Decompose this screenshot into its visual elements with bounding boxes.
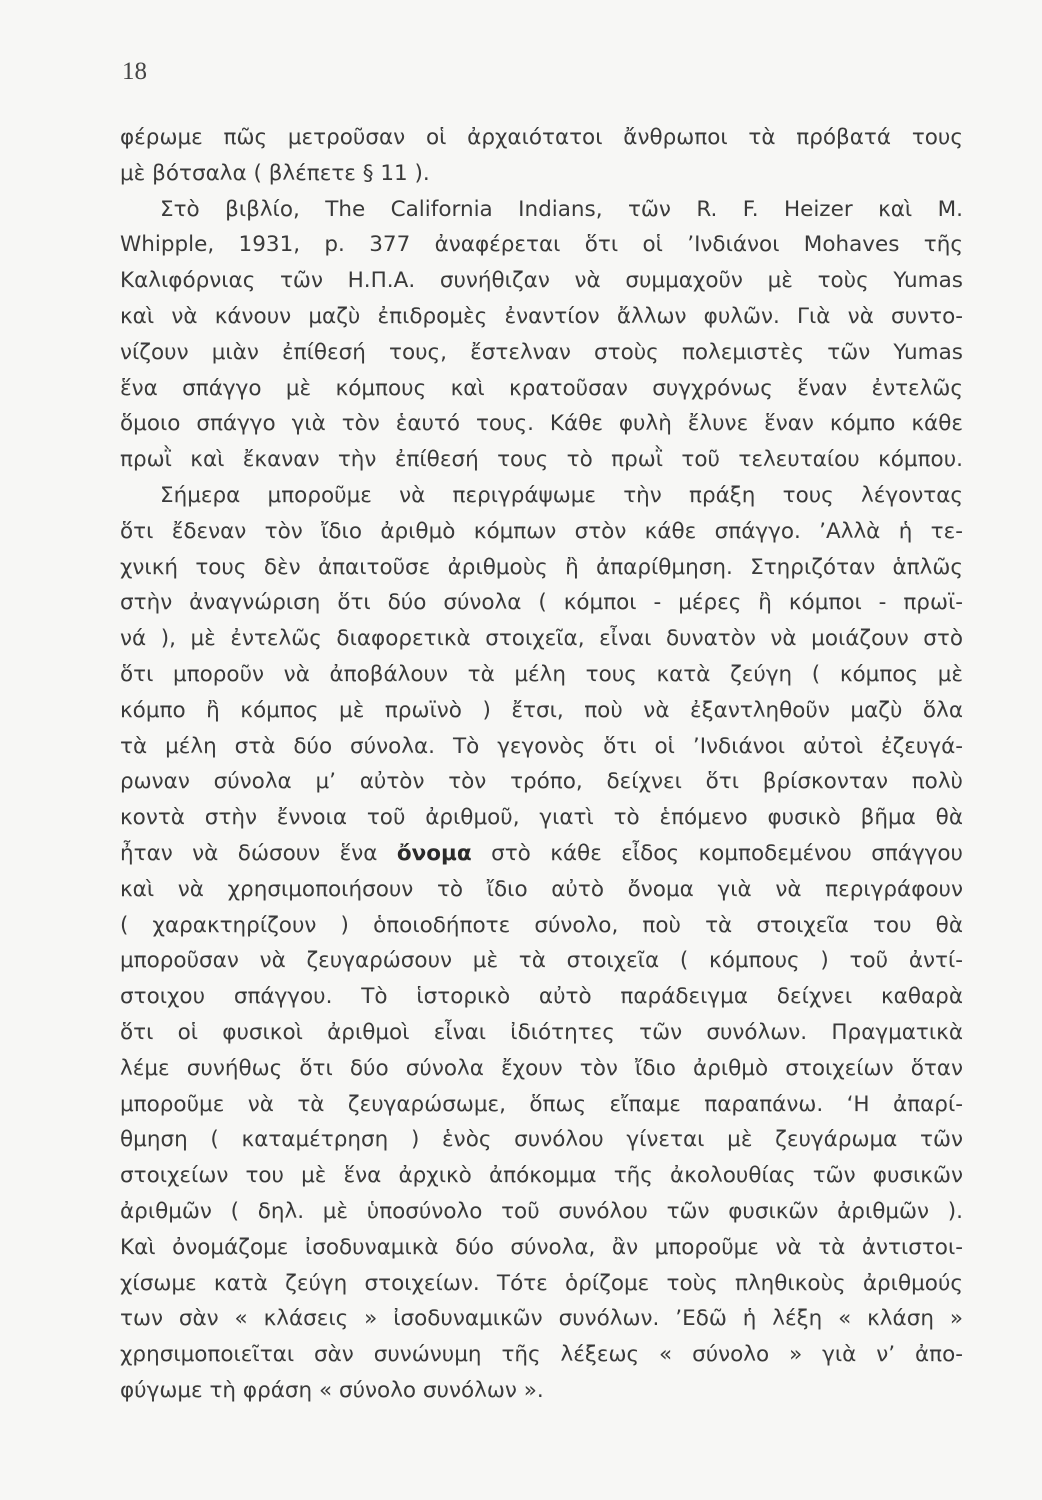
- text-line: λέμε συνήθως ὅτι δύο σύνολα ἔχουν τὸν ἴδιο ἀριθμὸ στοιχείων ὅταν: [120, 1055, 963, 1081]
- text-line: ὅτι ἔδεναν τὸν ἴδιο ἀριθμὸ κόμπων στὸν κάθε σπάγγο. ’Αλλὰ ἡ τε-: [120, 518, 963, 544]
- text-line: μποροῦσαν νὰ ζευγαρώσουν μὲ τὰ στοιχεῖα ( κόμπους ) τοῦ ἀντί-: [120, 948, 963, 974]
- text-line: Καλιφόρνιας τῶν Η.Π.Α. συνήθιζαν νὰ συμμαχοῦν μὲ τοὺς Yumas: [120, 268, 963, 294]
- text-line: στὴν ἀναγνώριση ὅτι δύο σύνολα ( κόμποι - μέρες ἢ κόμποι - πρωϊ-: [120, 590, 963, 616]
- text-line: χίσωμε κατὰ ζεύγη στοιχείων. Τότε ὁρίζομε τοὺς πληθικοὺς ἀριθμούς: [120, 1270, 963, 1296]
- text-line: [120, 836, 963, 872]
- text-line: κόμπο ἢ κόμπος μὲ πρωϊνὸ ) ἔτσι, ποὺ νὰ ἐξαντληθοῦν μαζὺ ὅλα: [120, 697, 963, 723]
- text-line: νά ), μὲ ἐντελῶς διαφορετικὰ στοιχεῖα, εἶναι δυνατὸν νὰ μοιάζουν στὸ: [120, 626, 963, 652]
- text-line: μὲ βότσαλα ( βλέπετε § 11 ).: [120, 160, 430, 186]
- text-line: Καὶ ὀνομάζομε ἰσοδυναμικὰ δύο σύνολα, ἂν μποροῦμε νὰ τὰ ἀντιστοι-: [120, 1234, 963, 1260]
- text-line: ἕνα σπάγγο μὲ κόμπους καὶ κρατοῦσαν συγχρόνως ἕναν ἐντελῶς: [120, 375, 963, 401]
- text-line: θμηση ( καταμέτρηση ) ἑνὸς συνόλου γίνεται μὲ ζευγάρωμα τῶν: [120, 1127, 963, 1153]
- text-line: καὶ νὰ κάνουν μαζὺ ἐπιδρομὲς ἐναντίον ἄλλων φυλῶν. Γιὰ νὰ συντο-: [120, 303, 963, 329]
- text-line: πρωῒ καὶ ἔκαναν τὴν ἐπίθεσή τους τὸ πρωῒ τοῦ τελευταίου κόμπου.: [120, 447, 963, 473]
- text-line: κοντὰ στὴν ἔννοια τοῦ ἀριθμοῦ, γιατὶ τὸ ἑπόμενο φυσικὸ βῆμα θὰ: [120, 805, 963, 831]
- text-line: Whipple, 1931, p. 377 ἀναφέρεται ὅτι οἱ ’Ινδιάνοι Mohaves τῆς: [120, 232, 963, 258]
- text-line: μποροῦμε νὰ τὰ ζευγαρώσωμε, ὅπως εἴπαμε παραπάνω. ‘Η ἀπαρί-: [120, 1091, 963, 1117]
- text-line: νίζουν μιὰν ἐπίθεσή τους, ἔστελναν στοὺς πολεμιστὲς τῶν Yumas: [120, 339, 963, 365]
- text-line: ρωναν σύνολα μ’ αὐτὸν τὸν τρόπο, δείχνει ὅτι βρίσκονταν πολὺ: [120, 769, 963, 795]
- text-line: ὅμοιο σπάγγο γιὰ τὸν ἑαυτό τους. Κάθε φυλὴ ἔλυνε ἕναν κόμπο κάθε: [120, 411, 963, 437]
- text-segment: στὸ κάθε εἶδος κομποδεμένου σπάγγου: [491, 840, 963, 866]
- text-line: ὅτι μποροῦν νὰ ἀποβάλουν τὰ μέλη τους κατὰ ζεύγη ( κόμπος μὲ: [120, 661, 963, 687]
- text-line: των σὰν « κλάσεις » ἰσοδυναμικῶν συνόλων. ’Εδῶ ἡ λέξη « κλάση »: [120, 1306, 963, 1332]
- text-line: χρησιμοποιεῖται σὰν συνώνυμη τῆς λέξεως « σύνολο » γιὰ ν’ ἀπο-: [120, 1342, 963, 1368]
- text-line: καὶ νὰ χρησιμοποιήσουν τὸ ἴδιο αὐτὸ ὄνομα γιὰ νὰ περιγράφουν: [120, 876, 963, 902]
- text-line: τὰ μέλη στὰ δύο σύνολα. Τὸ γεγονὸς ὅτι οἱ ’Ινδιάνοι αὐτοὶ ἐζευγά-: [120, 733, 963, 759]
- text-line: φύγωμε τὴ φράση « σύνολο συνόλων ».: [120, 1377, 544, 1403]
- text-line: στοιχείων του μὲ ἕνα ἀρχικὸ ἀπόκομμα τῆς ἀκολουθίας τῶν φυσικῶν: [120, 1163, 963, 1189]
- emphasized-word: ὄνομα: [396, 840, 472, 866]
- page-number: 18: [122, 58, 147, 85]
- text-line: στοιχου σπάγγου. Τὸ ἱστορικὸ αὐτὸ παράδειγμα δείχνει καθαρὰ: [120, 984, 963, 1010]
- text-line: Στὸ βιβλίο, The California Indians, τῶν R. F. Heizer καὶ M.: [160, 196, 963, 222]
- text-line: ἀριθμῶν ( δηλ. μὲ ὑποσύνολο τοῦ συνόλου τῶν φυσικῶν ἀριθμῶν ).: [120, 1198, 963, 1224]
- text-line: ὅτι οἱ φυσικοὶ ἀριθμοὶ εἶναι ἰδιότητες τῶν συνόλων. Πραγματικὰ: [120, 1019, 963, 1045]
- body-text: [120, 120, 963, 1409]
- text-line: ( χαρακτηρίζουν ) ὁποιοδήποτε σύνολο, ποὺ τὰ στοιχεῖα του θὰ: [120, 912, 963, 938]
- text-line: χνική τους δὲν ἀπαιτοῦσε ἀριθμοὺς ἢ ἀπαρίθμηση. Στηριζόταν ἁπλῶς: [120, 554, 963, 580]
- text-segment: ἦταν νὰ δώσουν ἕνα: [120, 840, 378, 866]
- text-line: Σήμερα μποροῦμε νὰ περιγράψωμε τὴν πράξη τους λέγοντας: [160, 482, 963, 508]
- text-line: φέρωμε πῶς μετροῦσαν οἱ ἀρχαιότατοι ἄνθρωποι τὰ πρόβατά τους: [120, 125, 963, 150]
